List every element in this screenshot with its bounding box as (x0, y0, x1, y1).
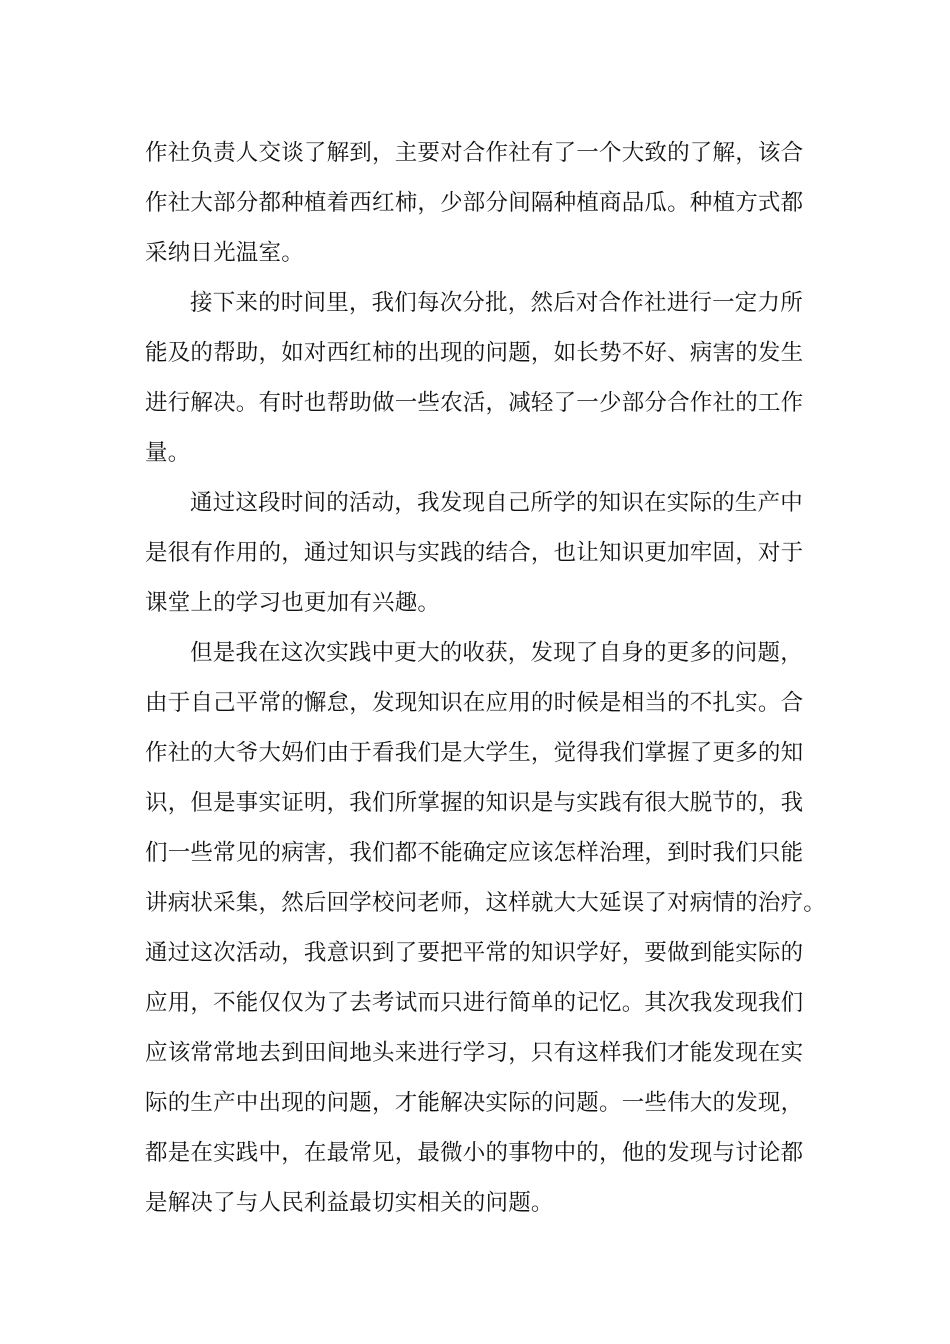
paragraph-2 (145, 278, 810, 478)
text-line: 但是我在这次实践中更大的收获，发现了自身的更多的问题， (190, 640, 803, 666)
paragraph-3 (145, 478, 810, 628)
text-line: 量。 (145, 440, 191, 466)
text-line: 都是在实践中，在最常见，最微小的事物中的，他的发现与讨论都 (145, 1140, 804, 1166)
text-line: 际的生产中出现的问题，才能解决实际的问题。一些伟大的发现， (145, 1090, 804, 1116)
paragraph-1 (145, 128, 810, 278)
text-line: 通过这段时间的活动，我发现自己所学的知识在实际的生产中 (190, 490, 803, 516)
text-line: 作社负责人交谈了解到，主要对合作社有了一个大致的了解，该合 (145, 140, 804, 166)
text-line: 通过这次活动，我意识到了要把平常的知识学好，要做到能实际的 (145, 940, 804, 966)
text-line: 接下来的时间里，我们每次分批，然后对合作社进行一定力所 (190, 290, 803, 316)
text-line: 作社的大爷大妈们由于看我们是大学生，觉得我们掌握了更多的知 (145, 740, 804, 766)
text-line: 应用，不能仅仅为了去考试而只进行简单的记忆。其次我发现我们 (145, 990, 804, 1016)
text-line: 是解决了与人民利益最切实相关的问题。 (145, 1190, 554, 1216)
document-body (145, 128, 827, 1228)
paragraph-4 (145, 628, 827, 1228)
text-line: 们一些常见的病害，我们都不能确定应该怎样治理，到时我们只能 (145, 840, 804, 866)
text-line: 应该常常地去到田间地头来进行学习，只有这样我们才能发现在实 (145, 1040, 804, 1066)
text-line: 能及的帮助，如对西红柿的出现的问题，如长势不好、病害的发生 (145, 340, 804, 366)
text-line: 是很有作用的，通过知识与实践的结合，也让知识更加牢固，对于 (145, 540, 804, 566)
text-line: 识，但是事实证明，我们所掌握的知识是与实践有很大脱节的，我 (145, 790, 804, 816)
text-line: 由于自己平常的懈怠，发现知识在应用的时候是相当的不扎实。合 (145, 690, 804, 716)
text-line: 进行解决。有时也帮助做一些农活，减轻了一少部分合作社的工作 (145, 390, 804, 416)
text-line: 采纳日光温室。 (145, 240, 304, 266)
text-line: 讲病状采集，然后回学校问老师，这样就大大延误了对病情的治疗。 (145, 890, 827, 916)
text-line: 课堂上的学习也更加有兴趣。 (145, 590, 441, 616)
text-line: 作社大部分都种植着西红柿，少部分间隔种植商品瓜。种植方式都 (145, 190, 804, 216)
